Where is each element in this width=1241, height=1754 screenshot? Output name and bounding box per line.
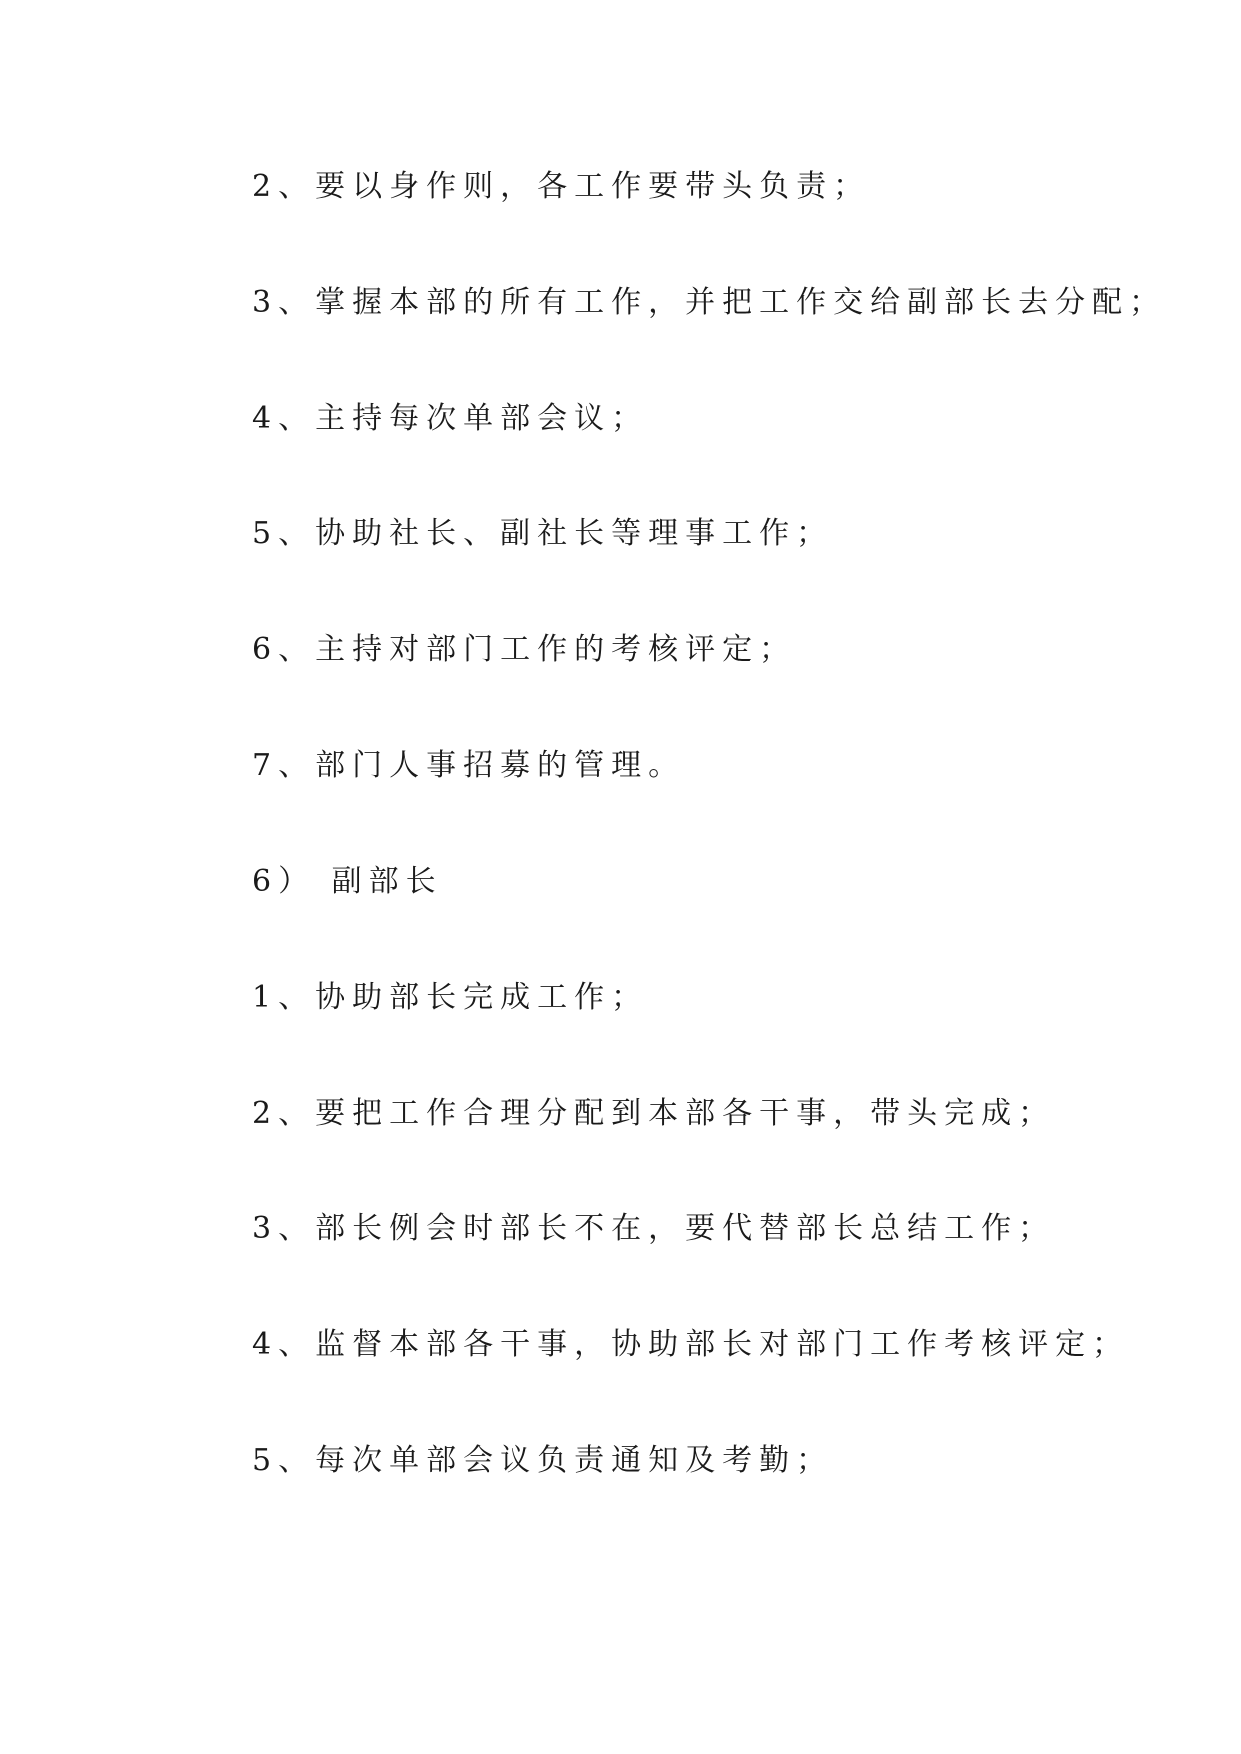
- deputy-duty-item-5: 5、每次单部会议负责通知及考勤；: [252, 1443, 834, 1478]
- duty-item-5: 5、协助社长、副社长等理事工作；: [252, 516, 834, 551]
- deputy-duty-item-3: 3、部长例会时部长不在，要代替部长总结工作；: [252, 1211, 1056, 1246]
- duty-item-7: 7、部门人事招募的管理。: [252, 748, 686, 783]
- duty-item-4: 4、主持每次单部会议；: [252, 401, 649, 436]
- duty-item-2: 2、要以身作则，各工作要带头负责；: [252, 169, 871, 204]
- deputy-duty-item-2: 2、要把工作合理分配到本部各干事，带头完成；: [252, 1096, 1056, 1131]
- duty-item-6: 6、主持对部门工作的考核评定；: [252, 632, 797, 667]
- deputy-duty-item-4: 4、监督本部各干事，协助部长对部门工作考核评定；: [252, 1327, 1130, 1362]
- deputy-duty-item-1: 1、协助部长完成工作；: [252, 980, 649, 1015]
- section-heading-deputy-minister: 6） 副部长: [252, 864, 443, 899]
- duty-item-3: 3、掌握本部的所有工作，并把工作交给副部长去分配；: [252, 285, 1167, 320]
